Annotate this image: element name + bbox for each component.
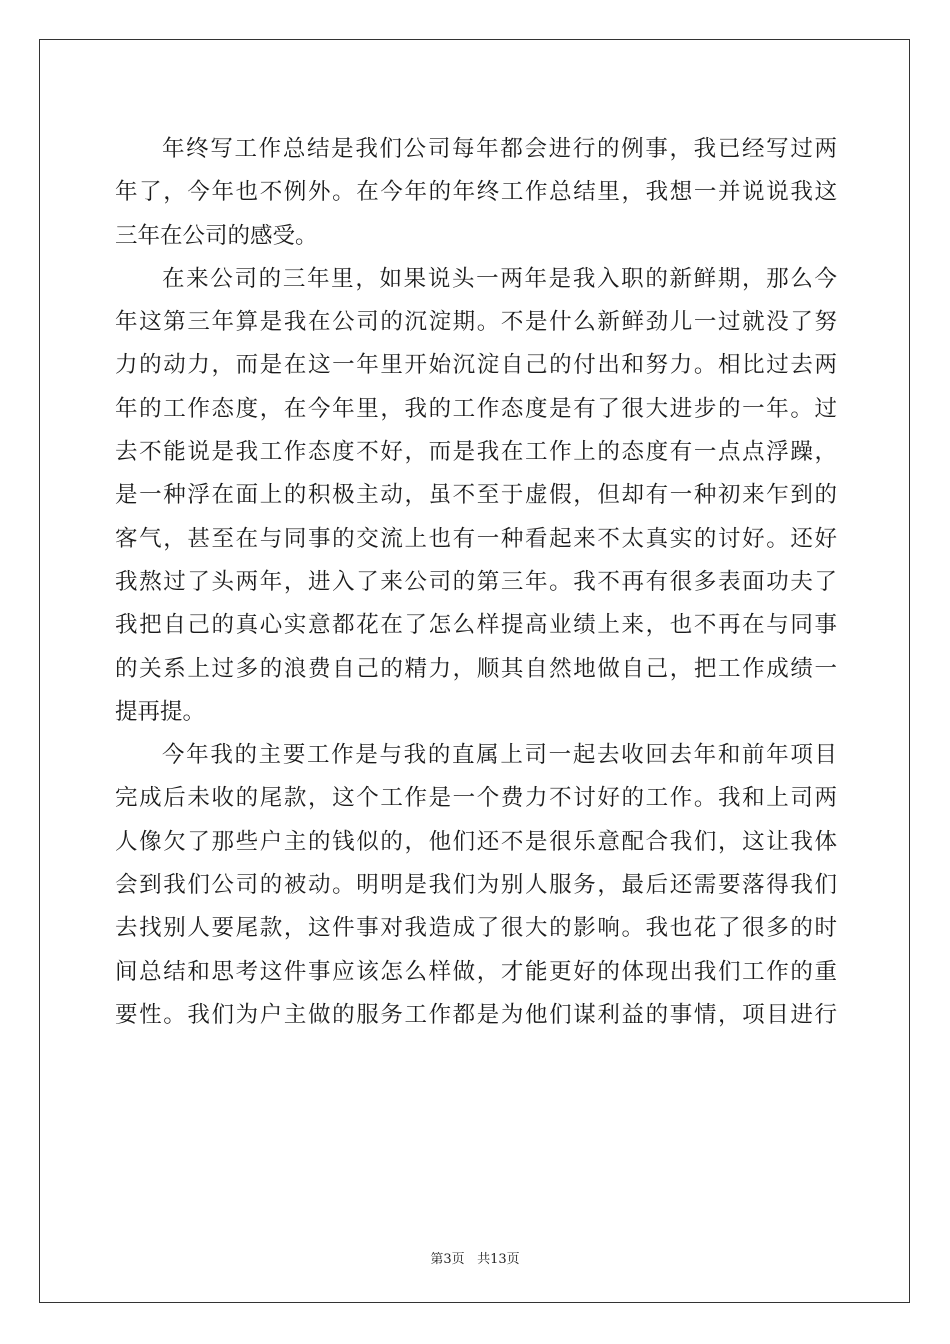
text-line: 是一种浮在面上的积极主动，虽不至于虚假，但却有一种初来乍到的 xyxy=(115,482,837,509)
text-line: 今年我的主要工作是与我的直属上司一起去收回去年和前年项目 xyxy=(162,742,837,769)
text-line: 年的工作态度，在今年里，我的工作态度是有了很大进步的一年。过 xyxy=(115,395,837,422)
text-line: 的关系上过多的浪费自己的精力，顺其自然地做自己，把工作成绩一 xyxy=(115,655,837,682)
text-line: 年终写工作总结是我们公司每年都会进行的例事，我已经写过两 xyxy=(162,136,837,162)
page-footer xyxy=(0,1248,950,1267)
text-line: 去找别人要尾款，这件事对我造成了很大的影响。我也花了很多的时 xyxy=(115,915,837,942)
page-number: 第3页 xyxy=(430,1252,465,1267)
text-line: 间总结和思考这件事应该怎么样做，才能更好的体现出我们工作的重 xyxy=(115,958,837,985)
text-line: 提再提。 xyxy=(115,698,206,725)
text-line: 在来公司的三年里，如果说头一两年是我入职的新鲜期，那么今 xyxy=(162,265,837,292)
page-total: 共13页 xyxy=(477,1252,520,1267)
text-line: 客气，甚至在与同事的交流上也有一种看起来不太真实的讨好。还好 xyxy=(115,525,837,552)
text-line: 我把自己的真心实意都花在了怎么样提高业绩上来，也不再在与同事 xyxy=(115,612,837,639)
text-line: 去不能说是我工作态度不好，而是我在工作上的态度有一点点浮躁， xyxy=(115,439,837,466)
text-line: 三年在公司的感受。 xyxy=(115,222,318,249)
text-line: 年这第三年算是我在公司的沉淀期。不是什么新鲜劲儿一过就没了努 xyxy=(115,309,837,336)
text-line: 要性。我们为户主做的服务工作都是为他们谋利益的事情，项目进行 xyxy=(115,1001,837,1028)
text-line: 年了，今年也不例外。在今年的年终工作总结里，我想一并说说我这 xyxy=(115,179,837,206)
text-line: 会到我们公司的被动。明明是我们为别人服务，最后还需要落得我们 xyxy=(115,872,837,899)
document-body xyxy=(115,128,837,1037)
text-line: 完成后未收的尾款，这个工作是一个费力不讨好的工作。我和上司两 xyxy=(115,785,837,812)
text-line: 人像欠了那些户主的钱似的，他们还不是很乐意配合我们，这让我体 xyxy=(115,828,837,855)
text-line: 我熬过了头两年，进入了来公司的第三年。我不再有很多表面功夫了 xyxy=(115,568,837,595)
text-line: 力的动力，而是在这一年里开始沉淀自己的付出和努力。相比过去两 xyxy=(115,352,837,379)
